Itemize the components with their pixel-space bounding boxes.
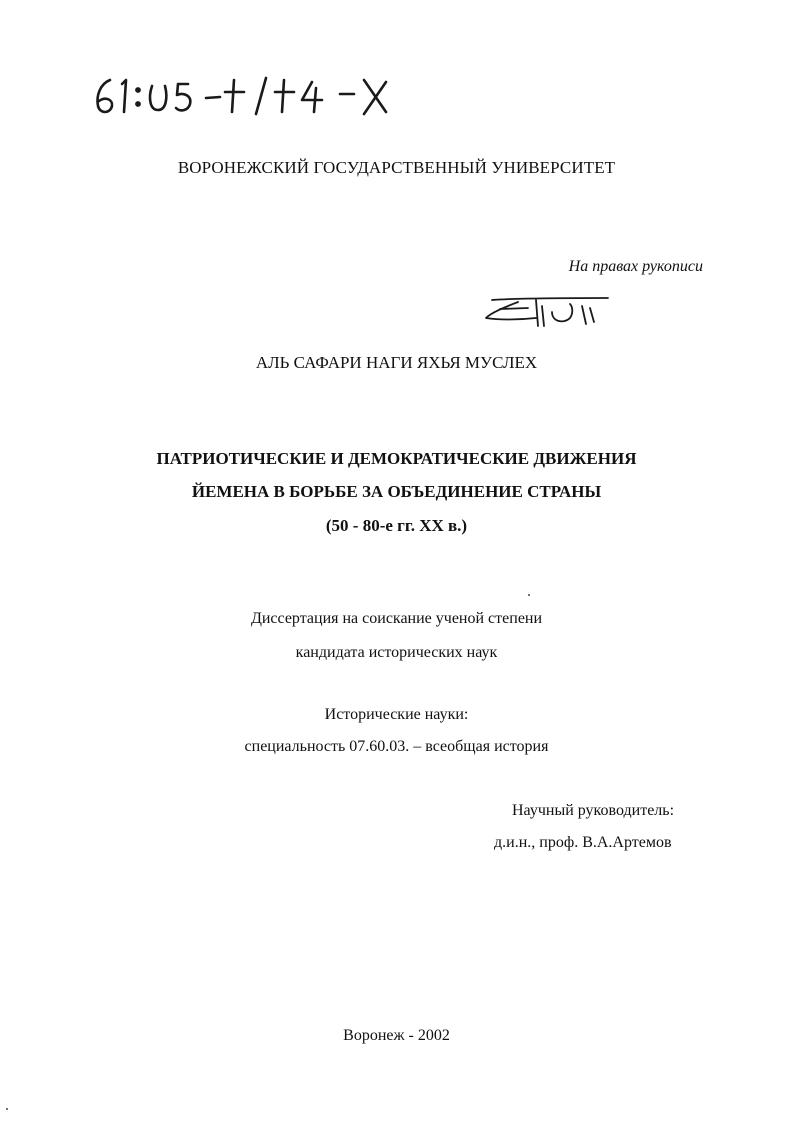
dissertation-title-line-2: ЙЕМЕНА В БОРЬБЕ ЗА ОБЪЕДИНЕНИЕ СТРАНЫ	[191, 482, 602, 501]
place-and-year: Воронеж - 2002	[343, 1027, 450, 1044]
degree-line-1: Диссертация на соискание ученой степени	[250, 610, 543, 627]
specialty-line: специальность 07.60.03. – всеобщая история	[244, 738, 549, 755]
university-name: ВОРОНЕЖСКИЙ ГОСУДАРСТВЕННЫЙ УНИВЕРСИТЕТ	[177, 158, 616, 177]
scan-speck	[6, 1108, 8, 1110]
degree-line-2: кандидата исторических наук	[295, 644, 498, 661]
author-name: АЛЬ САФАРИ НАГИ ЯХЬЯ МУСЛЕХ	[255, 353, 538, 372]
manuscript-rights-note: На правах рукописи	[568, 258, 703, 275]
dissertation-title-period: (50 - 80-е гг. XX в.)	[325, 516, 468, 535]
supervisor-name: д.и.н., проф. В.А.Артемов	[494, 834, 672, 851]
handwritten-archive-code	[88, 70, 398, 120]
field-heading: Исторические науки:	[324, 706, 469, 723]
dissertation-title-line-1: ПАТРИОТИЧЕСКИЕ И ДЕМОКРАТИЧЕСКИЕ ДВИЖЕНИЯ	[156, 449, 637, 468]
scan-speck	[528, 594, 530, 596]
supervisor-label: Научный руководитель:	[512, 802, 675, 819]
author-signature	[478, 292, 618, 334]
